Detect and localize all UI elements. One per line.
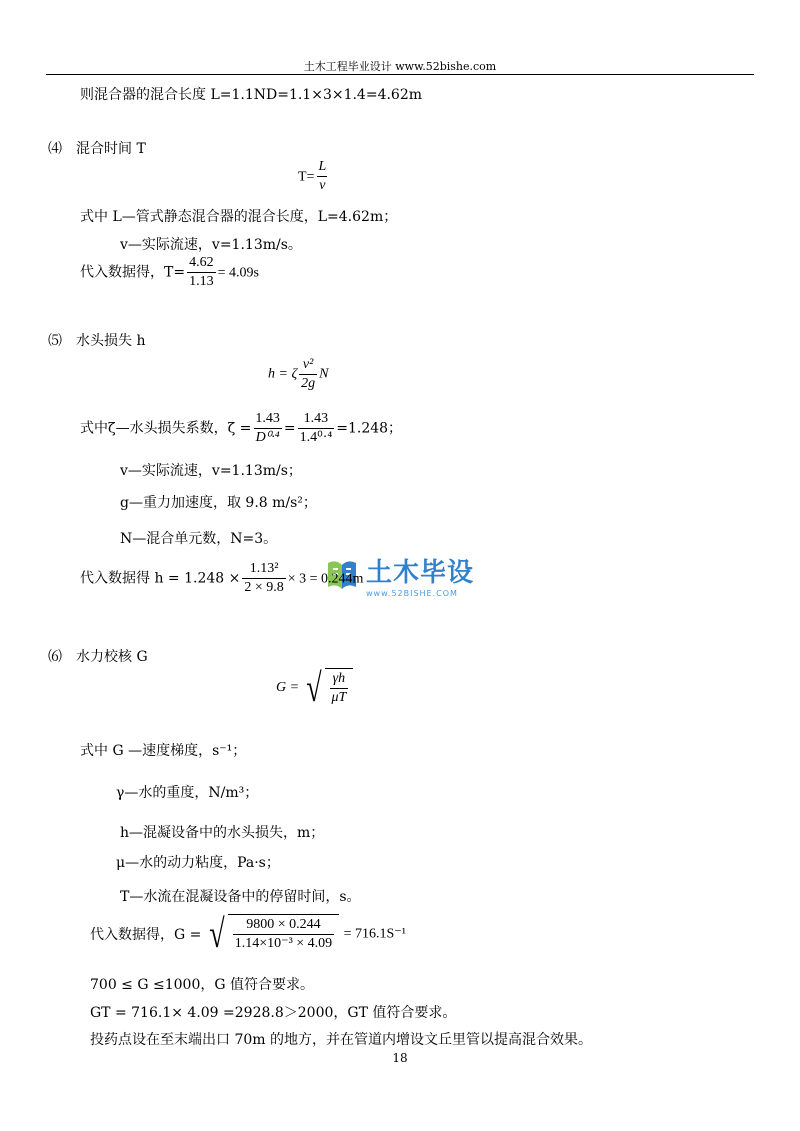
calc-num: 4.62 <box>189 255 214 270</box>
mixer-length-line: 则混合器的混合长度 L=1.1ND=1.1×3×1.4=4.62m <box>80 87 423 103</box>
header-rule <box>46 74 754 75</box>
where-g-gradient: 式中 G —速度梯度，s⁻¹； <box>80 743 247 759</box>
formula-num: γh <box>332 671 346 686</box>
calc-head-loss <box>80 560 363 597</box>
check-gt: GT = 716.1× 4.09 =2928.8＞2000，GT 值符合要求。 <box>90 1005 457 1021</box>
zeta-den-2: 1.4⁰·⁴ <box>299 430 333 445</box>
zeta-num-1: 1.43 <box>255 411 280 426</box>
section-4-title: ⑷ 混合时间 T <box>48 141 146 157</box>
calc-prefix: 代入数据得 h = 1.248 × <box>80 570 241 587</box>
calc-gradient: 代入数据得，G = √ $\frac{9800 \times 0.244}{\text{1.14×10⁻³ × 4.09}}$ = 716.1S⁻¹ <box>90 911 406 956</box>
formula-lhs: G = <box>276 680 300 695</box>
calc-den: 1.13 <box>189 274 214 289</box>
calc-prefix: 代入数据得，G = <box>90 927 202 943</box>
calc-prefix: 代入数据得，T= <box>80 264 186 281</box>
where-g: g—重力加速度，取 9.8 m/s²； <box>120 495 317 511</box>
calc-result: = 4.09s <box>217 265 259 281</box>
check-g: 700 ≤ G ≤1000，G 值符合要求。 <box>90 977 314 993</box>
zeta-eq: = <box>283 420 296 437</box>
zeta-den-1: D⁰·⁴ <box>255 430 280 445</box>
formula-den: 2g <box>301 376 316 391</box>
calc-num: 9800 × 0.244 <box>246 917 321 932</box>
closing-note: 投药点设在至末端出口 70m 的地方，并在管道内增设文丘里管以提高混合效果。 <box>90 1032 592 1048</box>
zeta-prefix: 式中ζ—水头损失系数，ζ = <box>80 420 252 437</box>
calc-den: 2 × 9.8 <box>244 580 284 595</box>
section-5-title: ⑸ 水头损失 h <box>48 333 146 349</box>
formula-num: L <box>318 159 327 174</box>
where-mu: μ—水的动力粘度，Pa·s； <box>116 855 280 871</box>
where-h: h—混凝设备中的水头损失，m； <box>120 825 325 841</box>
where-v: v—实际流速，v=1.13m/s。 <box>120 237 302 253</box>
formula-lhs: h = ζ <box>268 366 298 382</box>
zeta-line <box>80 410 402 447</box>
formula-lhs: T= <box>298 169 315 185</box>
formula-velocity-gradient: G = √ $\frac{\gamma h}{\mu T}$ <box>276 668 353 708</box>
formula-head-loss <box>268 356 328 393</box>
calc-result: = 716.1S⁻¹ <box>343 926 406 942</box>
where-t: T—水流在混凝设备中的停留时间，s。 <box>120 889 361 905</box>
formula-den: μT <box>331 690 347 705</box>
formula-den: v <box>319 178 326 193</box>
page-number: 18 <box>392 1051 408 1065</box>
formula-num: v² <box>302 357 314 372</box>
formula-tail: N <box>319 366 329 382</box>
calc-num: 1.13² <box>249 561 279 576</box>
calc-mixing-time <box>80 254 259 291</box>
calc-result: × 3 = 0.244m <box>287 571 364 587</box>
formula-mixing-time <box>298 158 330 195</box>
where-v-2: v—实际流速，v=1.13m/s； <box>120 463 302 479</box>
zeta-num-2: 1.43 <box>303 411 329 426</box>
zeta-result: =1.248； <box>336 420 403 437</box>
page-header: 土木工程毕业设计 www.52bishe.com <box>303 60 497 73</box>
calc-den: 1.14×10⁻³ × 4.09 <box>234 936 333 951</box>
where-n: N—混合单元数，N=3。 <box>120 531 278 547</box>
where-l: 式中 L—管式静态混合器的混合长度，L=4.62m； <box>80 209 398 225</box>
where-gamma: γ—水的重度，N/m³； <box>116 785 259 801</box>
section-6-title: ⑹ 水力校核 G <box>48 649 148 665</box>
watermark-text: 土木毕设 <box>366 558 475 588</box>
watermark-url: www.52BISHE.COM <box>366 589 458 598</box>
